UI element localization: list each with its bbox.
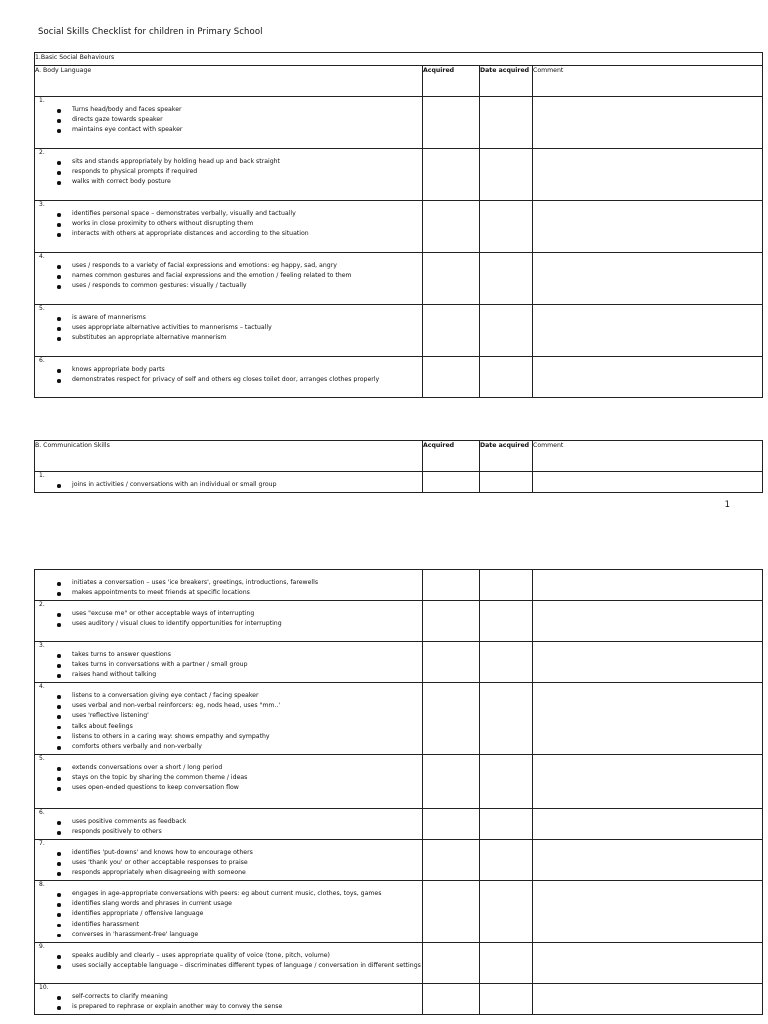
row-number: 7. <box>39 840 45 847</box>
skill-item: listens to a conversation giving eye contact / facing speaker <box>57 691 422 701</box>
skill-item: is prepared to rephrase or explain another way to convey the sense <box>57 1002 422 1012</box>
skill-item: self-corrects to clarify meaning <box>57 992 422 1002</box>
date-acquired-cell[interactable] <box>480 97 533 149</box>
skill-item: identifies appropriate / offensive language <box>57 909 422 919</box>
comment-cell[interactable] <box>533 201 763 253</box>
date-acquired-cell[interactable] <box>480 305 533 357</box>
page-number: 1 <box>724 500 730 510</box>
skill-list <box>35 105 422 136</box>
skill-item: initiates a conversation – uses 'ice breakers', greetings, introductions, farewells <box>57 578 422 588</box>
acquired-cell[interactable] <box>423 683 480 755</box>
comment-cell[interactable] <box>533 472 763 493</box>
skill-item: sits and stands appropriately by holding head up and back straight <box>57 157 422 167</box>
skill-item: identifies 'put-downs' and knows how to encourage others <box>57 848 422 858</box>
date-acquired-header: Date acquired <box>480 441 533 472</box>
skill-item: uses auditory / visual clues to identify opportunities for interrupting <box>57 619 422 629</box>
comment-cell[interactable] <box>533 943 763 984</box>
checklist-row <box>35 357 763 398</box>
date-acquired-cell[interactable] <box>480 201 533 253</box>
skill-item: takes turns in conversations with a partner / small group <box>57 660 422 670</box>
comment-cell[interactable] <box>533 642 763 683</box>
skill-item: uses 'reflective listening' <box>57 711 422 721</box>
acquired-cell[interactable] <box>423 305 480 357</box>
skill-cell <box>35 683 423 755</box>
document-title: Social Skills Checklist for children in Primary School <box>38 27 263 37</box>
skill-list <box>35 365 422 385</box>
row-number: 5. <box>39 755 45 762</box>
comment-cell[interactable] <box>533 984 763 1015</box>
row-number: 3. <box>39 642 45 649</box>
date-acquired-cell[interactable] <box>480 881 533 943</box>
checklist-row <box>35 840 763 881</box>
skill-cell <box>35 253 423 305</box>
skill-list <box>35 480 422 490</box>
skill-list <box>35 817 422 837</box>
checklist-row <box>35 881 763 943</box>
row-number: 9. <box>39 943 45 950</box>
skill-list <box>35 261 422 292</box>
communication-skills-table <box>34 440 763 493</box>
skill-list <box>35 578 422 598</box>
date-acquired-cell[interactable] <box>480 357 533 398</box>
skill-item: directs gaze towards speaker <box>57 115 422 125</box>
skill-item: demonstrates respect for privacy of self and others eg closes toilet door, arranges clothes properly <box>57 375 422 385</box>
skill-item: uses verbal and non-verbal reinforcers: eg, nods head, uses "mm..' <box>57 701 422 711</box>
skill-cell <box>35 840 423 881</box>
skill-item: works in close proximity to others without disrupting them <box>57 219 422 229</box>
checklist-row <box>35 149 763 201</box>
skill-item: responds appropriately when disagreeing with someone <box>57 868 422 878</box>
skill-list <box>35 763 422 794</box>
checklist-row <box>35 253 763 305</box>
skill-list <box>35 951 422 971</box>
skill-item: uses / responds to common gestures: visually / tactually <box>57 281 422 291</box>
row-number: 2. <box>39 601 45 608</box>
skill-item: interacts with others at appropriate distances and according to the situation <box>57 229 422 239</box>
skill-item: uses socially acceptable language – discriminates different types of language / conversation in different settings <box>57 961 422 971</box>
date-acquired-cell[interactable] <box>480 601 533 642</box>
acquired-cell[interactable] <box>423 201 480 253</box>
acquired-cell[interactable] <box>423 570 480 601</box>
comment-cell[interactable] <box>533 357 763 398</box>
skill-item: talks about feelings <box>57 722 422 732</box>
row-number: 2. <box>39 149 45 156</box>
skill-cell <box>35 97 423 149</box>
row-number: 6. <box>39 357 45 364</box>
acquired-cell[interactable] <box>423 357 480 398</box>
date-acquired-cell[interactable] <box>480 840 533 881</box>
skill-item: engages in age-appropriate conversations with peers: eg about current music, clothes, toys, games <box>57 889 422 899</box>
row-number: 5. <box>39 305 45 312</box>
row-number: 1. <box>39 97 45 104</box>
checklist-row <box>35 984 763 1015</box>
acquired-header: Acquired <box>423 66 480 97</box>
acquired-cell[interactable] <box>423 601 480 642</box>
skill-list <box>35 889 422 940</box>
skill-cell <box>35 201 423 253</box>
skill-cell <box>35 984 423 1015</box>
skill-cell <box>35 305 423 357</box>
date-acquired-cell[interactable] <box>480 943 533 984</box>
skill-item: names common gestures and facial expressions and the emotion / feeling related to them <box>57 271 422 281</box>
acquired-cell[interactable] <box>423 881 480 943</box>
comment-cell[interactable] <box>533 809 763 840</box>
skill-cell <box>35 809 423 840</box>
date-acquired-cell[interactable] <box>480 809 533 840</box>
comment-cell[interactable] <box>533 840 763 881</box>
skill-item: comforts others verbally and non-verbally <box>57 742 422 752</box>
skill-cell <box>35 570 423 601</box>
checklist-row <box>35 97 763 149</box>
row-number: 1. <box>39 472 45 479</box>
checklist-row <box>35 601 763 642</box>
checklist-row <box>35 201 763 253</box>
acquired-cell[interactable] <box>423 809 480 840</box>
skill-item: raises hand without talking <box>57 670 422 680</box>
skill-item: makes appointments to meet friends at specific locations <box>57 588 422 598</box>
skill-cell <box>35 881 423 943</box>
skill-item: stays on the topic by sharing the common theme / ideas <box>57 773 422 783</box>
skill-list <box>35 609 422 629</box>
skill-cell <box>35 642 423 683</box>
acquired-cell[interactable] <box>423 840 480 881</box>
date-acquired-cell[interactable] <box>480 472 533 493</box>
acquired-cell[interactable] <box>423 943 480 984</box>
comment-header: Comment <box>533 441 763 472</box>
skill-list <box>35 691 422 752</box>
row-number: 6. <box>39 809 45 816</box>
comment-cell[interactable] <box>533 601 763 642</box>
skill-item: maintains eye contact with speaker <box>57 125 422 135</box>
skill-item: listens to others in a caring way: shows empathy and sympathy <box>57 732 422 742</box>
acquired-cell[interactable] <box>423 97 480 149</box>
acquired-cell[interactable] <box>423 472 480 493</box>
checklist-row <box>35 683 763 755</box>
row-number: 4. <box>39 683 45 690</box>
skill-item: substitutes an appropriate alternative mannerism <box>57 333 422 343</box>
date-acquired-cell[interactable] <box>480 642 533 683</box>
comment-cell[interactable] <box>533 253 763 305</box>
comment-cell[interactable] <box>533 570 763 601</box>
skill-cell <box>35 943 423 984</box>
comment-cell[interactable] <box>533 97 763 149</box>
skill-item: identifies harassment <box>57 920 422 930</box>
acquired-cell[interactable] <box>423 642 480 683</box>
skill-item: responds to physical prompts if required <box>57 167 422 177</box>
section-title: 1.Basic Social Behaviours <box>35 53 763 66</box>
skill-list <box>35 157 422 188</box>
comment-cell[interactable] <box>533 683 763 755</box>
row-number <box>35 570 422 578</box>
row-number: 3. <box>39 201 45 208</box>
comment-header: Comment <box>533 66 763 97</box>
skill-item: knows appropriate body parts <box>57 365 422 375</box>
skill-item: takes turns to answer questions <box>57 650 422 660</box>
skill-item: Turns head/body and faces speaker <box>57 105 422 115</box>
skill-item: converses in 'harassment-free' language <box>57 930 422 940</box>
body-language-table <box>34 52 763 398</box>
acquired-cell[interactable] <box>423 253 480 305</box>
subsection-title: B. Communication Skills <box>35 441 423 472</box>
row-number: 10. <box>39 984 49 991</box>
date-acquired-cell[interactable] <box>480 570 533 601</box>
row-number: 8. <box>39 881 45 888</box>
date-acquired-cell[interactable] <box>480 755 533 809</box>
skill-list <box>35 992 422 1012</box>
skill-item: is aware of mannerisms <box>57 313 422 323</box>
checklist-row <box>35 809 763 840</box>
acquired-cell[interactable] <box>423 755 480 809</box>
acquired-header: Acquired <box>423 441 480 472</box>
acquired-cell[interactable] <box>423 149 480 201</box>
acquired-cell[interactable] <box>423 984 480 1015</box>
row-number: 4. <box>39 253 45 260</box>
comment-cell[interactable] <box>533 149 763 201</box>
skill-item: speaks audibly and clearly – uses appropriate quality of voice (tone, pitch, volume) <box>57 951 422 961</box>
skill-cell <box>35 472 423 493</box>
date-acquired-cell[interactable] <box>480 984 533 1015</box>
checklist-row <box>35 570 763 601</box>
skill-item: extends conversations over a short / long period <box>57 763 422 773</box>
subsection-title: A. Body Language <box>35 66 423 97</box>
comment-cell[interactable] <box>533 755 763 809</box>
skill-item: uses / responds to a variety of facial expressions and emotions: eg happy, sad, angry <box>57 261 422 271</box>
date-acquired-header: Date acquired <box>480 66 533 97</box>
skill-cell <box>35 357 423 398</box>
checklist-row <box>35 472 763 493</box>
skill-list <box>35 848 422 879</box>
skill-item: responds positively to others <box>57 827 422 837</box>
comment-cell[interactable] <box>533 305 763 357</box>
skill-cell <box>35 755 423 809</box>
communication-skills-continued-table <box>34 569 763 1015</box>
skill-item: uses positive comments as feedback <box>57 817 422 827</box>
skill-item: uses open-ended questions to keep conversation flow <box>57 783 422 793</box>
checklist-row <box>35 943 763 984</box>
skill-item: uses appropriate alternative activities to mannerisms – tactually <box>57 323 422 333</box>
skill-item: identifies personal space – demonstrates verbally, visually and tactually <box>57 209 422 219</box>
skill-list <box>35 209 422 240</box>
skill-list <box>35 313 422 344</box>
skill-item: uses 'thank you' or other acceptable responses to praise <box>57 858 422 868</box>
skill-item: joins in activities / conversations with an individual or small group <box>57 480 422 490</box>
checklist-row <box>35 305 763 357</box>
skill-item: identifies slang words and phrases in current usage <box>57 899 422 909</box>
checklist-row <box>35 642 763 683</box>
comment-cell[interactable] <box>533 881 763 943</box>
skill-list <box>35 650 422 681</box>
skill-cell <box>35 601 423 642</box>
date-acquired-cell[interactable] <box>480 149 533 201</box>
skill-cell <box>35 149 423 201</box>
skill-item: walks with correct body posture <box>57 177 422 187</box>
skill-item: uses "excuse me" or other acceptable ways of interrupting <box>57 609 422 619</box>
date-acquired-cell[interactable] <box>480 253 533 305</box>
date-acquired-cell[interactable] <box>480 683 533 755</box>
checklist-row <box>35 755 763 809</box>
